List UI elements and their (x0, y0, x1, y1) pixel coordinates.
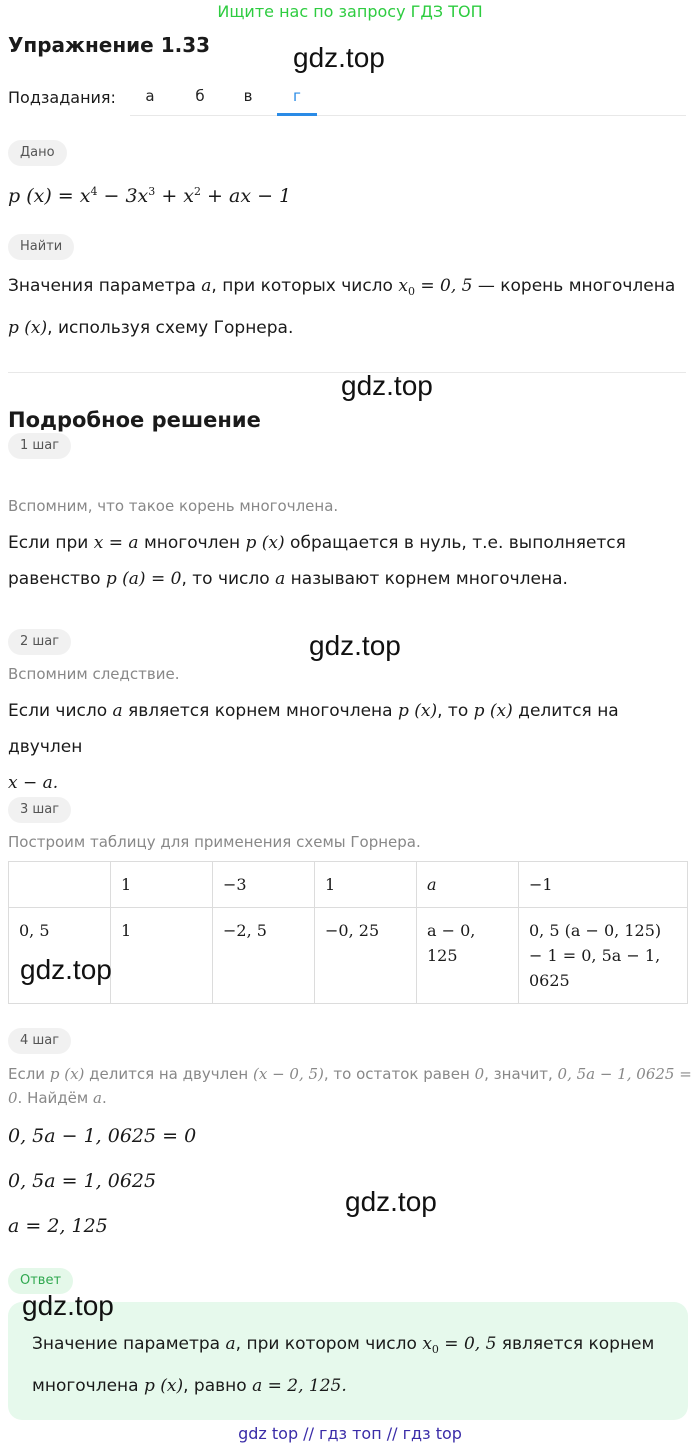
watermark: gdz.top (20, 954, 112, 985)
table-cell: a − 0, 125 (417, 908, 519, 1004)
watermark: gdz.top (22, 1290, 114, 1321)
subtasks-label: Подзадания: (8, 88, 116, 107)
given-formula: p $(x) = x^4 - 3x^3 + x^2$ + ax − 1 (8, 185, 292, 207)
search-banner[interactable]: Ищите нас по запросу ГДЗ ТОП (217, 2, 483, 21)
tab-b[interactable]: б (195, 87, 205, 105)
table-cell: a (417, 862, 519, 908)
table-cell: 1 (111, 908, 213, 1004)
footer-links[interactable]: gdz top // гдз топ // гдз top (238, 1424, 462, 1443)
watermark: gdz.top (345, 1186, 437, 1217)
watermark: gdz.top (293, 42, 385, 73)
table-cell: −1 (519, 862, 688, 908)
table-cell: 1 (111, 862, 213, 908)
table-row (9, 862, 688, 908)
step-1-hint: Вспомним, что такое корень многочлена. (8, 497, 339, 515)
table-cell: −2, 5 (213, 908, 315, 1004)
step-1-label: 1 шаг (8, 433, 71, 459)
table-cell: −0, 25 (315, 908, 417, 1004)
answer-label: Ответ (8, 1268, 73, 1294)
step-2-text: Если число a является корнем многочлена p (x), то p (x) делится на двучлен x − a. (8, 701, 619, 793)
step-3-hint: Построим таблицу для применения схемы Горнера. (8, 833, 421, 851)
watermark: gdz.top (341, 370, 433, 401)
step-4-label: 4 шаг (8, 1028, 71, 1054)
equation-2: 0, 5a = 1, 0625 (8, 1170, 157, 1192)
subtask-tabs (130, 78, 686, 116)
step-4-hint: Если p (x) делится на двучлен (x − 0, 5), то остаток равен 0, значит, 0, 5a − 1, 0625 = 0. Найдём a. (8, 1065, 692, 1107)
step-3-label: 3 шаг (8, 797, 71, 823)
tab-a[interactable]: а (145, 87, 155, 105)
tab-v[interactable]: в (243, 87, 253, 105)
tab-g[interactable]: г (293, 87, 301, 105)
given-label: Дано (8, 140, 67, 166)
table-cell: −3 (213, 862, 315, 908)
table-cell: 1 (315, 862, 417, 908)
answer-text: Значение параметра a, при котором число $x_0 = 0$, 5 является корнем многочлена p (x), равно a = 2, 125. (32, 1334, 655, 1396)
equation-1: 0, 5a − 1, 0625 = 0 (8, 1125, 197, 1147)
table-cell (9, 862, 111, 908)
table-cell: 0, 5 (a − 0, 125) − 1 = 0, 5a − 1, 0625 (519, 908, 688, 1004)
page-title: Упражнение 1.33 (8, 33, 211, 57)
step-2-hint: Вспомним следствие. (8, 665, 180, 683)
active-tab-indicator (277, 113, 317, 116)
find-label: Найти (8, 234, 74, 260)
solution-title: Подробное решение (8, 408, 261, 432)
step-2-label: 2 шаг (8, 629, 71, 655)
find-text: Значения параметра a, при которых число $x_0 = 0$, 5 — корень многочлена p (x), используя схему Горнера. (8, 276, 676, 338)
step-1-text: Если при x = a многочлен p (x) обращается в нуль, т.е. выполняется равенство p (a) = 0, то число a называют корнем многочлена. (8, 533, 626, 589)
equation-3: a = 2, 125 (8, 1215, 108, 1237)
watermark: gdz.top (309, 630, 401, 661)
table-cell: 0, 5 (9, 908, 111, 1004)
